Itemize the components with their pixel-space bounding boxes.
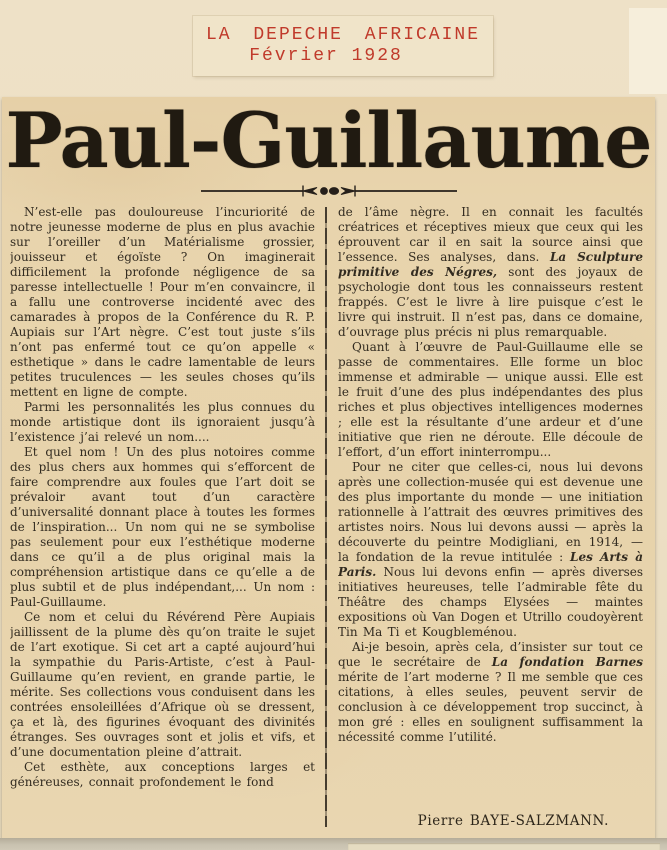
corner-patch (629, 8, 667, 94)
publication-date: Février 1928 (249, 46, 403, 66)
paragraph-text: Ce nom et celui du Révérend Père Aupiais jaillissent de la plume dès qu’on traite le sujet de l’art exotique. Si cet art a capté aujourd’hui la sympathie du Paris-Artiste, c’est à Paul-Guillaume qu’en revient, en grande partie, le mérite. Ses collections vous conduisent dans les contrées ensoleillées d’Afrique où se dressent, ça et là, des figurines évoquant des divinités étranges. Ses ouvrages sont et jolis et vifs, et d’une documentation pleine d’attrait. (10, 610, 315, 759)
article-paragraph (10, 760, 315, 790)
paragraph-text: N’est-elle pas douloureuse l’incuriorité de notre jeunesse moderne de plus en plus avachie sur l’oreiller d’un Matérialisme grossier, jouisseur et égoïste ? On imaginerait difficilement la profonde négligence de sa paresse intellectuelle ! Pour m’en convaincre, il a fallu une controverse incidenté avec des camarades à propos de la Conférence du R. P. Aupiais sur l’Art nègre. C’est tout juste s’ils n’ont pas enfermé tout ce qu’on appelle « esthetique » dans le cadre lamentable de leurs petites truculences — les seules choses qu’ils mettent en ligne de compte. (10, 205, 315, 399)
paragraph-text: mérite de l’art moderne ? Il me semble que ces citations, à elles seules, peuvent servir de conclusion à ce développement trop succinct, à mon gré : elles en soulignent suffisamment la nécessité comme l’utilité. (338, 670, 643, 744)
article-paragraph (338, 460, 643, 640)
paragraph-text: Nous lui devons enfin — après diverses initiatives heureuses, telle l’admirable fête du Théâtre des champs Elysées — maintes expositions où Van Dogen et Utrillo coudoyèrent Tin Ma Ti et Kougbleménou. (338, 565, 643, 639)
album-page-bottom (0, 838, 667, 850)
article-column-right (338, 205, 643, 833)
paragraph-text: Et quel nom ! Un des plus notoires comme des plus chers aux hommes qui s’efforcent de faire comprendre aux foules que l’art doit se prévaloir avant tout d’un caractère d’universalité donnant place à toutes les formes de l’inspiration... Un nom qui ne se symbolise pas seulement pour eux l’esthétique moderne dans ce qu’il a de plus original mais la compréhension artistique dans ce qu’elle a de plus subtil et de plus indépendant,... Un nom : Paul-Guillaume. (10, 445, 315, 609)
headline-divider (2, 183, 655, 199)
italic-title-text: La fondation Barnes (491, 655, 643, 669)
article-column-right-text (338, 205, 643, 804)
article-paragraph (10, 205, 315, 400)
paragraph-text: Pour ne citer que celles-ci, nous lui devons après une collection-musée qui est devenue une des plus importante du monde — une initiation rationnelle à l’attrait des œuvres primitives des artistes noirs. Nous lui devons aussi — après la découverte du peintre Modigliani, en 1914, — la fondation de la revue intitulée : (338, 460, 643, 564)
paragraph-text: sont des joyaux de psychologie dont tous les connaisseurs restent frappés. C’est le livre à lire puisque c’est le livre qui instruit. Il n’est pas, dans ce domaine, d’ouvrage plus précis ni plus remarquable. (338, 265, 643, 339)
article-paragraph (338, 340, 643, 460)
publication-name: LA DEPECHE AFRICAINE (205, 25, 481, 45)
italic-title-text: Les Arts à Paris. (338, 550, 643, 579)
paragraph-text: de l’âme nègre. Il en connait les facultés créatrices et réceptives mieux que ceux qui les éprouvent car il en sait la source ainsi que l’essence. Ses analyses, dans. (338, 205, 643, 264)
article-body (2, 199, 655, 833)
article-paragraph (338, 205, 643, 340)
paragraph-text: Quant à l’œuvre de Paul-Guillaume elle se passe de commentaires. Elle forme un bloc immense et admirable — unique aussi. Elle est le fruit d’une des plus indépendantes des plus riches et plus objectives intelligences modernes ; elle est la résultante d’une ardeur et d’une initiative que rien ne déroute. Elle découle de l’effort, d’un effort ininterrompu... (338, 340, 643, 459)
article-paragraph (10, 400, 315, 445)
column-divider-rule (325, 207, 327, 827)
newspaper-clipping (2, 97, 655, 838)
article-paragraph (10, 610, 315, 760)
paragraph-text: Cet esthète, aux conceptions larges et généreuses, connait profondement le fond (10, 760, 315, 789)
article-paragraph (10, 445, 315, 610)
author-signature: Pierre BAYE-SALZMANN. (417, 813, 609, 829)
divider-ornament-icon (199, 183, 459, 199)
paragraph-text: Ai-je besoin, après cela, d’insister sur tout ce que le secrétaire de (338, 640, 643, 669)
paragraph-text: Parmi les personnalités les plus connues du monde artistique dont ils ignoraient jusqu’à l’existence j’ai relevé un nom.... (10, 400, 315, 444)
next-clipping-sliver (348, 843, 660, 850)
italic-title-text: La Sculpture primitive des Négres, (338, 250, 643, 279)
article-column-left (10, 205, 315, 833)
headline-title: Paul-Guillaume (5, 97, 652, 185)
article-paragraph (338, 640, 643, 745)
publication-label (193, 16, 493, 76)
